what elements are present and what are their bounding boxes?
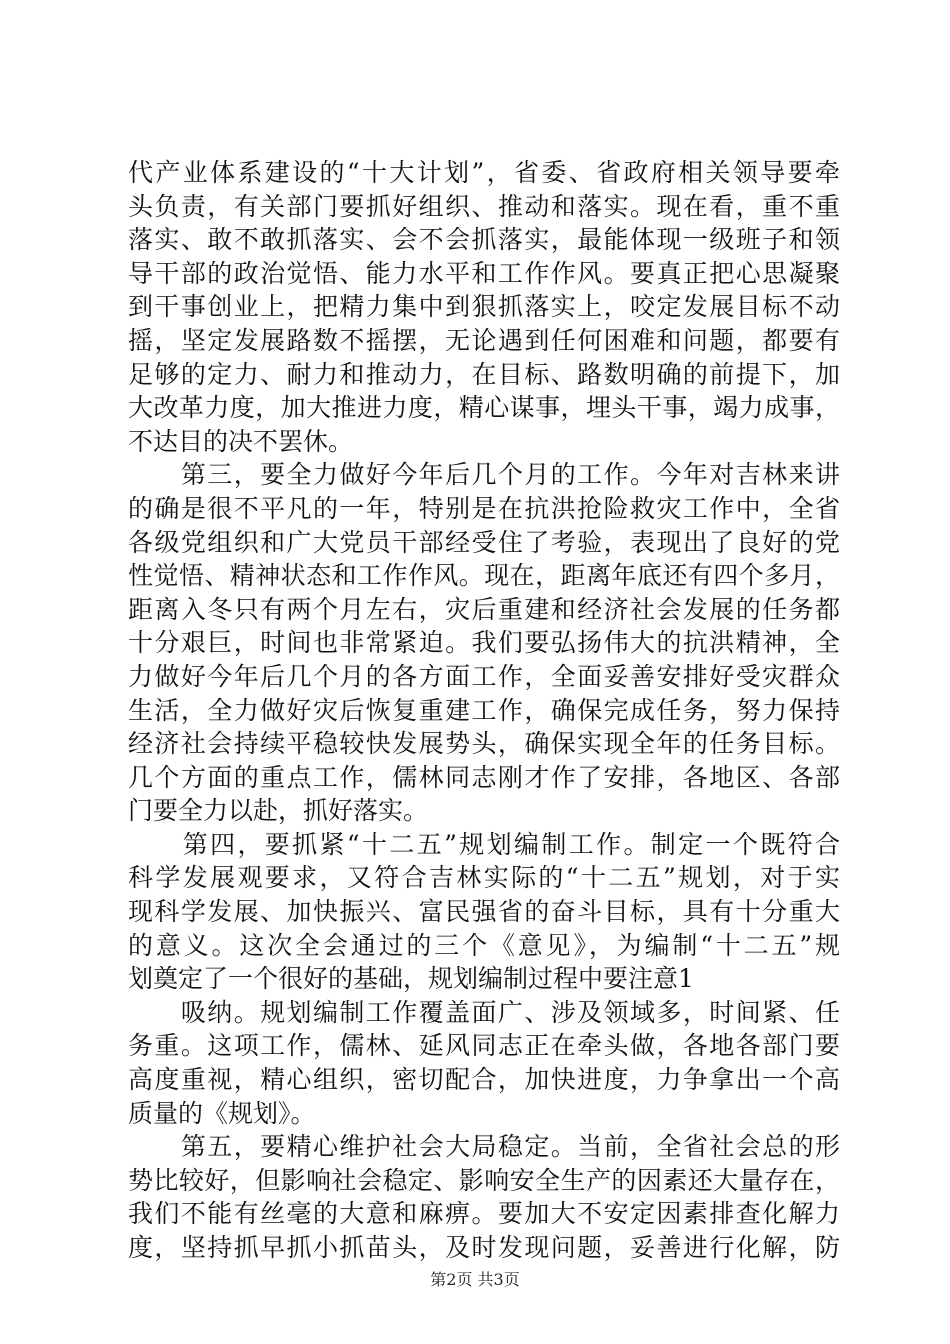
text-line: 第四，要抓紧“十二五”规划编制工作。制定一个既符合 (128, 829, 840, 859)
text-line: 力做好今年后几个月的各方面工作，全面妥善安排好受灾群众 (128, 661, 840, 691)
text-line: 第三，要全力做好今年后几个月的工作。今年对吉林来讲 (128, 460, 840, 490)
text-line: 头负责，有关部门要抓好组织、推动和落实。现在看，重不重 (128, 191, 840, 221)
text-line: 导干部的政治觉悟、能力水平和工作作风。要真正把心思凝聚 (128, 258, 840, 288)
text-line: 务重。这项工作，儒林、延风同志正在牵头做，各地各部门要 (128, 1031, 840, 1061)
text-line: 门要全力以赴，抓好落实。 (128, 796, 429, 826)
text-line: 足够的定力、耐力和推动力，在目标、路数明确的前提下，加 (128, 359, 840, 389)
text-line: 十分艰巨，时间也非常紧迫。我们要弘扬伟大的抗洪精神，全 (128, 628, 840, 658)
text-line: 的意义。这次全会通过的三个《意见》，为编制“十二五”规 (128, 930, 840, 960)
text-line: 大改革力度，加大推进力度，精心谋事，埋头干事，竭力成事， (128, 393, 840, 423)
text-line: 划奠定了一个很好的基础，规划编制过程中要注意1 (128, 964, 694, 994)
text-line: 几个方面的重点工作，儒林同志刚才作了安排，各地区、各部 (128, 762, 840, 792)
text-line: 生活，全力做好灾后恢复重建工作，确保完成任务，努力保持 (128, 695, 840, 725)
text-line: 我们不能有丝毫的大意和麻痹。要加大不安定因素排查化解力 (128, 1199, 840, 1229)
text-line: 度，坚持抓早抓小抓苗头，及时发现问题，妥善进行化解，防 (128, 1233, 840, 1262)
text-line: 落实、敢不敢抓落实、会不会抓落实，最能体现一级班子和领 (128, 225, 840, 255)
text-line: 到干事创业上，把精力集中到狠抓落实上，咬定发展目标不动 (128, 292, 840, 322)
text-line: 吸纳。规划编制工作覆盖面广、涉及领域多，时间紧、任 (128, 997, 840, 1027)
text-line: 势比较好，但影响社会稳定、影响安全生产的因素还大量存在， (128, 1165, 840, 1195)
text-line: 质量的《规划》。 (128, 1098, 316, 1128)
text-line: 第五，要精心维护社会大局稳定。当前，全省社会总的形 (128, 1132, 840, 1162)
text-line: 性觉悟、精神状态和工作作风。现在，距离年底还有四个多月， (128, 561, 840, 591)
page-footer: 第2页 共3页 (430, 1270, 520, 1289)
text-line: 的确是很不平凡的一年，特别是在抗洪抢险救灾工作中，全省 (128, 493, 840, 523)
text-line: 不达目的决不罢休。 (128, 426, 354, 456)
body-text (128, 156, 840, 1265)
text-line: 距离入冬只有两个月左右，灾后重建和经济社会发展的任务都 (128, 594, 840, 624)
text-line: 代产业体系建设的“十大计划”，省委、省政府相关领导要牵 (128, 158, 840, 187)
text-line: 摇，坚定发展路数不摇摆，无论遇到任何困难和问题，都要有 (128, 325, 840, 355)
text-line: 现科学发展、加快振兴、富民强省的奋斗目标，具有十分重大 (128, 897, 840, 927)
text-line: 高度重视，精心组织，密切配合，加快进度，力争拿出一个高 (128, 1065, 840, 1095)
text-line: 科学发展观要求，又符合吉林实际的“十二五”规划，对于实 (128, 863, 840, 893)
text-line: 经济社会持续平稳较快发展势头，确保实现全年的任务目标。 (128, 729, 840, 759)
text-line: 各级党组织和广大党员干部经受住了考验，表现出了良好的党 (128, 527, 840, 557)
